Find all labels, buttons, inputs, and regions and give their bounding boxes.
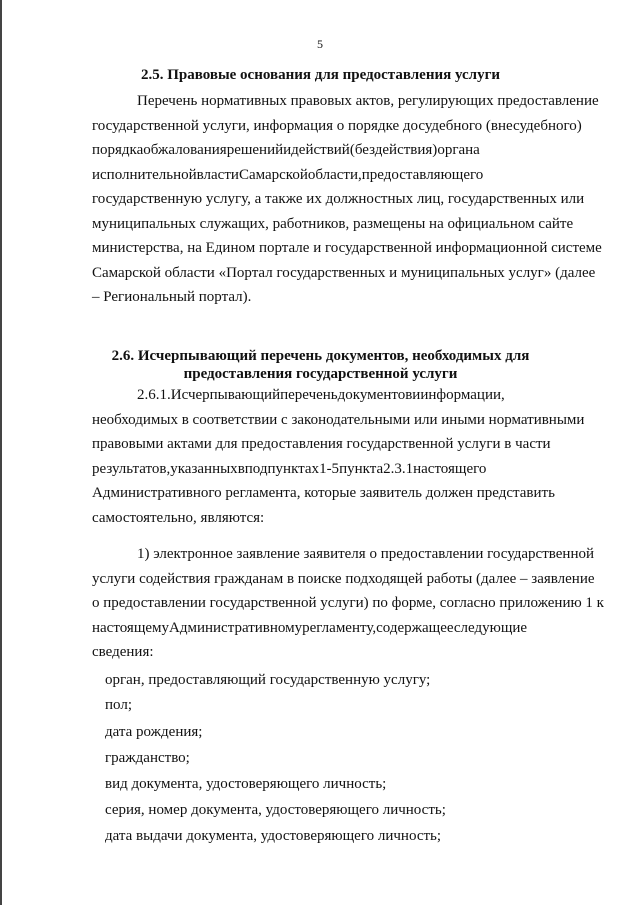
text-line: необходимых в соответствии с законодательными или иными нормативными bbox=[92, 411, 585, 428]
text-line bbox=[92, 457, 577, 482]
word: результатов, bbox=[92, 460, 171, 477]
word: пункта bbox=[339, 460, 384, 477]
section-item-1-paragraph bbox=[92, 542, 604, 665]
text-line: услуги содействия гражданам в поиске подходящей работы (далее – заявление bbox=[92, 570, 595, 587]
list-item: орган, предоставляющий государственную услугу; bbox=[105, 672, 431, 688]
text-line: – Региональный портал). bbox=[92, 289, 252, 305]
text-line: государственной услуги, информация о порядке досудебного (внесудебного) bbox=[92, 117, 582, 134]
word: в bbox=[237, 460, 245, 477]
word: 2.6.1. bbox=[137, 387, 171, 403]
word: перечень bbox=[280, 387, 338, 403]
text-line: правовыми актами для предоставления государственной услуги в части bbox=[92, 436, 551, 452]
word: органа bbox=[437, 142, 480, 158]
word: области, bbox=[307, 166, 362, 183]
word: следующие bbox=[453, 619, 528, 636]
word: регламенту, bbox=[302, 619, 377, 636]
text-line bbox=[92, 138, 577, 163]
heading-line: предоставления государственной услуги bbox=[183, 366, 458, 382]
text-line: самостоятельно, являются: bbox=[92, 509, 265, 526]
section-2-6-1-paragraph bbox=[92, 383, 585, 530]
section-2-5-heading: 2.5. Правовые основания для предоставления услуги bbox=[140, 67, 501, 83]
text-line: о предоставлении государственной услуги) по форме, согласно приложению 1 к bbox=[92, 595, 604, 611]
word: власти bbox=[196, 166, 239, 183]
text-line bbox=[92, 616, 577, 641]
word: обжалования bbox=[143, 142, 227, 158]
scan-edge bbox=[0, 0, 2, 905]
word: действий bbox=[291, 142, 350, 158]
list-item: дата рождения; bbox=[105, 724, 203, 740]
list-item: пол; bbox=[105, 697, 132, 713]
text-line: Перечень нормативных правовых актов, регулирующих предоставление bbox=[137, 93, 599, 109]
word: Административному bbox=[169, 619, 303, 636]
word: настоящему bbox=[92, 619, 170, 636]
list-item: дата выдачи документа, удостоверяющего личность; bbox=[105, 828, 442, 844]
text-line bbox=[92, 163, 577, 188]
heading-line: 2.6. Исчерпывающий перечень документов, необходимых для bbox=[111, 348, 530, 364]
text-line: сведения: bbox=[92, 644, 154, 660]
word: 1-5 bbox=[319, 460, 340, 477]
section-2-5-paragraph bbox=[92, 89, 602, 310]
text-line: Самарской области «Портал государственных и муниципальных услуг» (далее bbox=[92, 264, 596, 281]
text-line: 1) электронное заявление заявителя о предоставлении государственной bbox=[137, 546, 595, 562]
text-line: государственную услугу, а также их должностных лиц, государственных или bbox=[92, 191, 585, 207]
word: подпунктах bbox=[244, 460, 320, 477]
text-line: муниципальных служащих, работников, размещены на официальном сайте bbox=[92, 215, 574, 232]
word: указанных bbox=[170, 460, 238, 477]
text-line: министерства, на Едином портале и государственной информационной системе bbox=[92, 240, 602, 256]
text-line: Административного регламента, которые заявитель должен представить bbox=[92, 485, 555, 501]
word: (бездействия) bbox=[349, 142, 438, 158]
word: и bbox=[283, 142, 292, 158]
word: Самарской bbox=[238, 166, 308, 183]
word: содержащее bbox=[376, 619, 454, 636]
text-line bbox=[92, 383, 577, 408]
list-item: вид документа, удостоверяющего личность; bbox=[105, 776, 387, 792]
list-item: гражданство; bbox=[105, 750, 190, 766]
word: настоящего bbox=[413, 460, 487, 477]
page-number: 5 bbox=[317, 37, 323, 51]
list-item: серия, номер документа, удостоверяющего личность; bbox=[105, 802, 446, 818]
word: документов bbox=[337, 387, 413, 403]
section-2-6-heading bbox=[92, 347, 549, 383]
word: 2.3.1 bbox=[383, 460, 414, 477]
word: Исчерпывающий bbox=[170, 387, 281, 403]
word: предоставляющего bbox=[361, 166, 484, 183]
word: и bbox=[412, 387, 421, 403]
word: порядка bbox=[92, 142, 144, 158]
word: информации, bbox=[420, 387, 505, 403]
word: исполнительной bbox=[92, 166, 197, 183]
word: решений bbox=[226, 142, 284, 158]
